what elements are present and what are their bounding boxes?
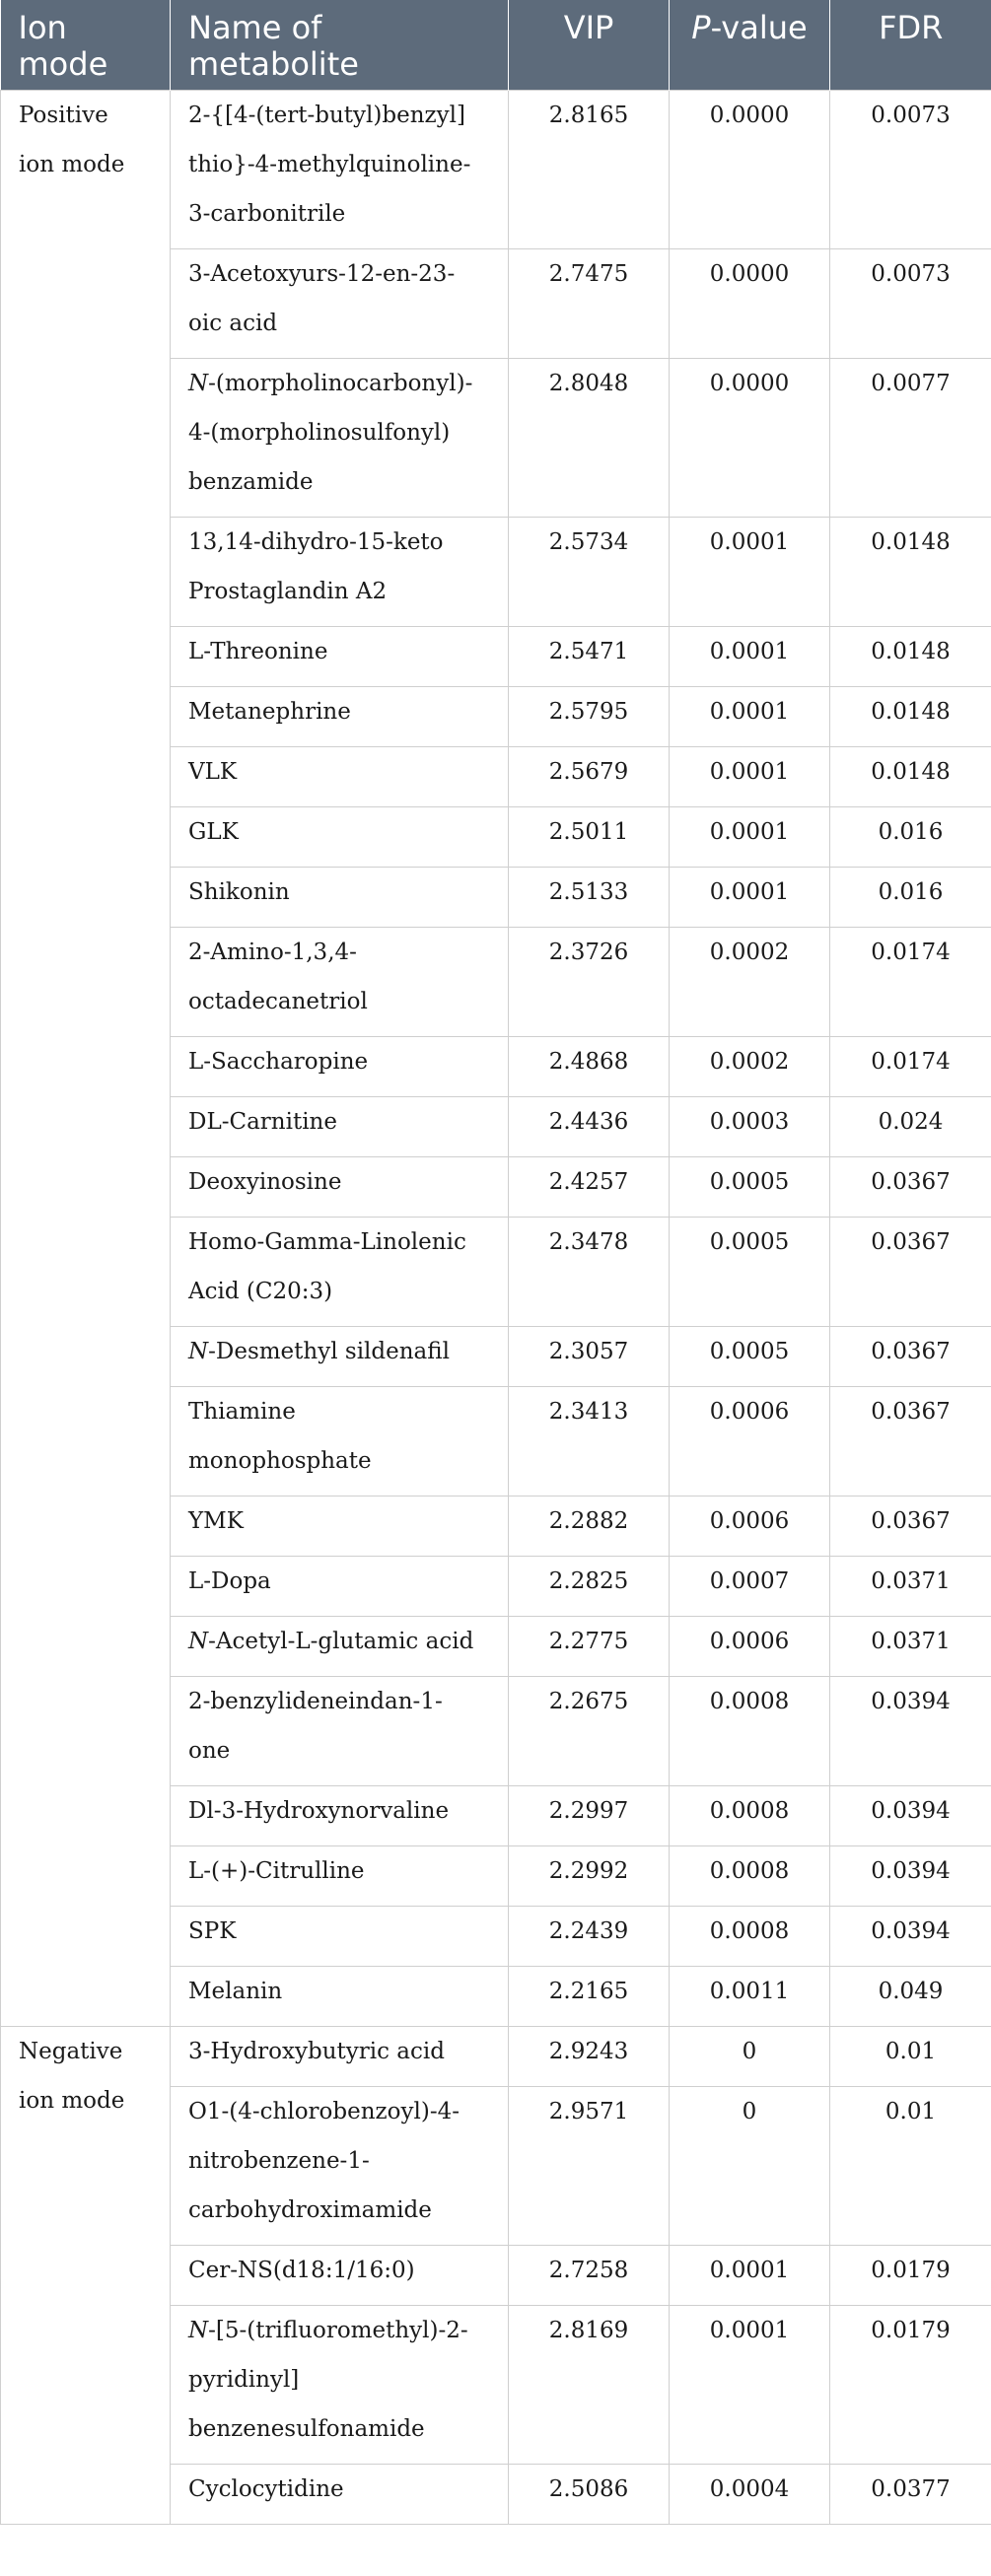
vip-cell: 2.5471 (509, 627, 670, 687)
fdr-cell: 0.0394 (830, 1846, 991, 1907)
vip-cell: 2.2825 (509, 1557, 670, 1617)
fdr-cell: 0.0077 (830, 359, 991, 518)
fdr-cell: 0.0394 (830, 1786, 991, 1846)
metabolite-name-line: Cer-NS(d18:1/16:0) (188, 2258, 415, 2283)
metabolite-name-cell (171, 1037, 509, 1097)
fdr-cell: 0.0073 (830, 91, 991, 249)
metabolite-name-line: -Acetyl-L-glutamic acid (208, 1629, 474, 1654)
ion-mode-label: Negative (19, 2039, 123, 2064)
fdr-cell: 0.0174 (830, 928, 991, 1037)
vip-cell: 2.5679 (509, 747, 670, 807)
fdr-cell: 0.0371 (830, 1557, 991, 1617)
metabolite-name-cell (171, 1218, 509, 1327)
fdr-cell: 0.016 (830, 868, 991, 928)
vip-cell: 2.4436 (509, 1097, 670, 1157)
vip-cell: 2.8165 (509, 91, 670, 249)
metabolite-name-cell (171, 2465, 509, 2525)
p-value-cell: 0.0006 (670, 1387, 830, 1497)
metabolite-name-line: 3-carbonitrile (188, 201, 346, 227)
metabolite-name-cell (171, 1846, 509, 1907)
metabolite-name-cell (171, 1557, 509, 1617)
metabolite-name-line: Dl-3-Hydroxynorvaline (188, 1798, 450, 1824)
p-value-cell: 0.0006 (670, 1497, 830, 1557)
header-name-line2: metabolite (188, 45, 359, 83)
metabolite-name-cell (171, 868, 509, 928)
header-name-line1: Name of (188, 9, 322, 46)
metabolite-name-line: oic acid (188, 311, 278, 336)
header-metabolite-name (171, 0, 509, 91)
p-value-cell: 0.0001 (670, 747, 830, 807)
metabolite-name-line: monophosphate (188, 1448, 372, 1474)
metabolite-name-line: benzenesulfonamide (188, 2416, 425, 2442)
metabolite-name-line: -Desmethyl sildenafil (208, 1339, 450, 1364)
vip-cell: 2.2882 (509, 1497, 670, 1557)
metabolite-name-line: Shikonin (188, 879, 290, 905)
p-value-cell: 0.0002 (670, 928, 830, 1037)
vip-cell: 2.2775 (509, 1617, 670, 1677)
fdr-cell: 0.0367 (830, 1157, 991, 1218)
metabolite-name-line: O1-(4-chlorobenzoyl)-4- (188, 2099, 460, 2124)
metabolite-name-line: DL-Carnitine (188, 1109, 337, 1135)
p-value-cell: 0.0001 (670, 518, 830, 627)
metabolite-name-cell (171, 807, 509, 868)
metabolite-name-line: L-Threonine (188, 639, 328, 664)
metabolite-name-cell (171, 1497, 509, 1557)
fdr-cell: 0.024 (830, 1097, 991, 1157)
table-body (1, 91, 991, 2525)
p-value-cell: 0.0002 (670, 1037, 830, 1097)
metabolite-name-line: -[5-(trifluoromethyl)-2- (208, 2318, 468, 2343)
metabolite-name-cell (171, 359, 509, 518)
p-value-cell: 0.0008 (670, 1677, 830, 1786)
italic-prefix: N (188, 371, 209, 396)
fdr-cell: 0.0148 (830, 518, 991, 627)
metabolite-name-line: 3-Acetoxyurs-12-en-23- (188, 261, 456, 287)
metabolite-name-line: Thiamine (188, 1399, 296, 1425)
fdr-cell: 0.0148 (830, 747, 991, 807)
ion-mode-cell (1, 2027, 171, 2525)
metabolite-name-line: VLK (188, 759, 238, 785)
fdr-cell: 0.0148 (830, 627, 991, 687)
p-value-cell: 0.0011 (670, 1967, 830, 2027)
metabolite-name-cell (171, 1967, 509, 2027)
vip-cell: 2.4868 (509, 1037, 670, 1097)
vip-cell: 2.7258 (509, 2246, 670, 2306)
metabolite-name-line: pyridinyl] (188, 2367, 300, 2393)
fdr-cell: 0.01 (830, 2087, 991, 2246)
fdr-cell: 0.0367 (830, 1218, 991, 1327)
p-value-cell: 0.0006 (670, 1617, 830, 1677)
p-value-cell: 0.0000 (670, 249, 830, 359)
fdr-cell: 0.0174 (830, 1037, 991, 1097)
metabolite-name-line: 3-Hydroxybutyric acid (188, 2039, 445, 2064)
p-value-cell: 0.0000 (670, 359, 830, 518)
vip-cell: 2.3057 (509, 1327, 670, 1387)
vip-cell: 2.5086 (509, 2465, 670, 2525)
p-value-cell: 0.0003 (670, 1097, 830, 1157)
vip-cell: 2.4257 (509, 1157, 670, 1218)
metabolite-name-line: Acid (C20:3) (188, 1279, 333, 1304)
metabolite-name-cell (171, 1617, 509, 1677)
metabolite-name-cell (171, 249, 509, 359)
p-value-cell: 0.0001 (670, 2246, 830, 2306)
p-value-cell: 0.0005 (670, 1157, 830, 1218)
vip-cell: 2.3726 (509, 928, 670, 1037)
metabolite-name-line: 2-Amino-1,3,4- (188, 940, 357, 965)
p-value-cell: 0.0001 (670, 687, 830, 747)
vip-cell: 2.3413 (509, 1387, 670, 1497)
fdr-cell: 0.049 (830, 1967, 991, 2027)
metabolite-name-cell (171, 2027, 509, 2087)
fdr-cell: 0.01 (830, 2027, 991, 2087)
metabolite-name-cell (171, 2306, 509, 2465)
vip-cell: 2.2439 (509, 1907, 670, 1967)
metabolite-name-cell (171, 1387, 509, 1497)
fdr-cell: 0.0367 (830, 1387, 991, 1497)
fdr-cell: 0.0073 (830, 249, 991, 359)
vip-cell: 2.5011 (509, 807, 670, 868)
metabolite-name-line: benzamide (188, 469, 314, 495)
metabolite-name-cell (171, 1907, 509, 1967)
p-value-cell: 0.0007 (670, 1557, 830, 1617)
metabolite-name-line: 13,14-dihydro-15-keto (188, 529, 444, 555)
p-value-cell: 0.0001 (670, 868, 830, 928)
header-ion-mode-line1: Ion (18, 9, 67, 46)
metabolite-name-line: YMK (188, 1508, 244, 1534)
fdr-cell: 0.0394 (830, 1907, 991, 1967)
metabolite-name-cell (171, 2246, 509, 2306)
fdr-cell: 0.0148 (830, 687, 991, 747)
fdr-cell: 0.0371 (830, 1617, 991, 1677)
vip-cell: 2.9243 (509, 2027, 670, 2087)
vip-cell: 2.2165 (509, 1967, 670, 2027)
table-row (1, 91, 991, 249)
metabolite-name-line: nitrobenzene-1- (188, 2148, 370, 2174)
vip-cell: 2.2997 (509, 1786, 670, 1846)
metabolite-name-line: GLK (188, 819, 239, 845)
p-value-cell: 0.0005 (670, 1327, 830, 1387)
header-p-italic: P (691, 9, 711, 46)
metabolite-name-line: 2-{[4-(tert-butyl)benzyl] (188, 103, 465, 128)
ion-mode-label: Positive (19, 103, 108, 128)
italic-prefix: N (188, 2318, 209, 2343)
p-value-cell: 0.0005 (670, 1218, 830, 1327)
metabolite-name-line: SPK (188, 1918, 237, 1944)
metabolite-name-line: Prostaglandin A2 (188, 579, 388, 604)
header-p-rest: -value (710, 9, 808, 46)
fdr-cell: 0.0179 (830, 2246, 991, 2306)
header-p-value (670, 0, 830, 91)
vip-cell: 2.9571 (509, 2087, 670, 2246)
metabolite-name-line: Deoxyinosine (188, 1169, 342, 1195)
metabolite-name-cell (171, 747, 509, 807)
metabolite-name-cell (171, 687, 509, 747)
metabolite-name-line: -(morpholinocarbonyl)- (208, 371, 473, 396)
p-value-cell: 0.0001 (670, 627, 830, 687)
ion-mode-label: ion mode (19, 2088, 125, 2114)
fdr-cell: 0.0367 (830, 1327, 991, 1387)
metabolite-name-line: Melanin (188, 1979, 283, 2004)
metabolite-name-cell (171, 518, 509, 627)
ion-mode-label: ion mode (19, 152, 125, 177)
header-vip: VIP (509, 0, 670, 91)
p-value-cell: 0.0004 (670, 2465, 830, 2525)
metabolite-name-line: octadecanetriol (188, 989, 368, 1014)
header-ion-mode-line2: mode (18, 45, 108, 83)
metabolite-name-line: Metanephrine (188, 699, 351, 725)
fdr-cell: 0.0367 (830, 1497, 991, 1557)
p-value-cell: 0 (670, 2027, 830, 2087)
table-row (1, 2027, 991, 2087)
vip-cell: 2.7475 (509, 249, 670, 359)
metabolite-name-line: L-Saccharopine (188, 1049, 369, 1075)
p-value-cell: 0.0008 (670, 1846, 830, 1907)
italic-prefix: N (188, 1339, 209, 1364)
metabolite-name-cell (171, 1097, 509, 1157)
p-value-cell: 0.0001 (670, 2306, 830, 2465)
fdr-cell: 0.016 (830, 807, 991, 868)
metabolite-name-cell (171, 91, 509, 249)
fdr-cell: 0.0377 (830, 2465, 991, 2525)
p-value-cell: 0.0008 (670, 1786, 830, 1846)
metabolite-name-cell (171, 1677, 509, 1786)
metabolite-name-line: carbohydroximamide (188, 2197, 432, 2223)
p-value-cell: 0.0001 (670, 807, 830, 868)
metabolite-name-cell (171, 928, 509, 1037)
vip-cell: 2.3478 (509, 1218, 670, 1327)
metabolite-name-line: 4-(morpholinosulfonyl) (188, 420, 451, 446)
metabolite-name-cell (171, 1327, 509, 1387)
vip-cell: 2.5734 (509, 518, 670, 627)
italic-prefix: N (188, 1629, 209, 1654)
fdr-cell: 0.0179 (830, 2306, 991, 2465)
metabolite-name-line: 2-benzylideneindan-1- (188, 1689, 443, 1714)
metabolite-name-cell (171, 627, 509, 687)
metabolite-name-line: one (188, 1738, 231, 1764)
metabolite-name-line: L-(+)-Citrulline (188, 1858, 365, 1884)
metabolite-name-line: L-Dopa (188, 1568, 271, 1594)
vip-cell: 2.8048 (509, 359, 670, 518)
table-header (1, 0, 991, 91)
metabolite-name-line: thio}-4-methylquinoline- (188, 152, 471, 177)
metabolite-name-line: Homo-Gamma-Linolenic (188, 1229, 466, 1255)
metabolite-name-cell (171, 1786, 509, 1846)
metabolite-name-line: Cyclocytidine (188, 2476, 344, 2502)
vip-cell: 2.5133 (509, 868, 670, 928)
p-value-cell: 0.0000 (670, 91, 830, 249)
fdr-cell: 0.0394 (830, 1677, 991, 1786)
vip-cell: 2.2992 (509, 1846, 670, 1907)
metabolite-name-cell (171, 2087, 509, 2246)
vip-cell: 2.8169 (509, 2306, 670, 2465)
header-fdr: FDR (830, 0, 991, 91)
header-ion-mode (1, 0, 171, 91)
metabolite-name-cell (171, 1157, 509, 1218)
vip-cell: 2.2675 (509, 1677, 670, 1786)
vip-cell: 2.5795 (509, 687, 670, 747)
ion-mode-cell (1, 91, 171, 2027)
p-value-cell: 0 (670, 2087, 830, 2246)
p-value-cell: 0.0008 (670, 1907, 830, 1967)
